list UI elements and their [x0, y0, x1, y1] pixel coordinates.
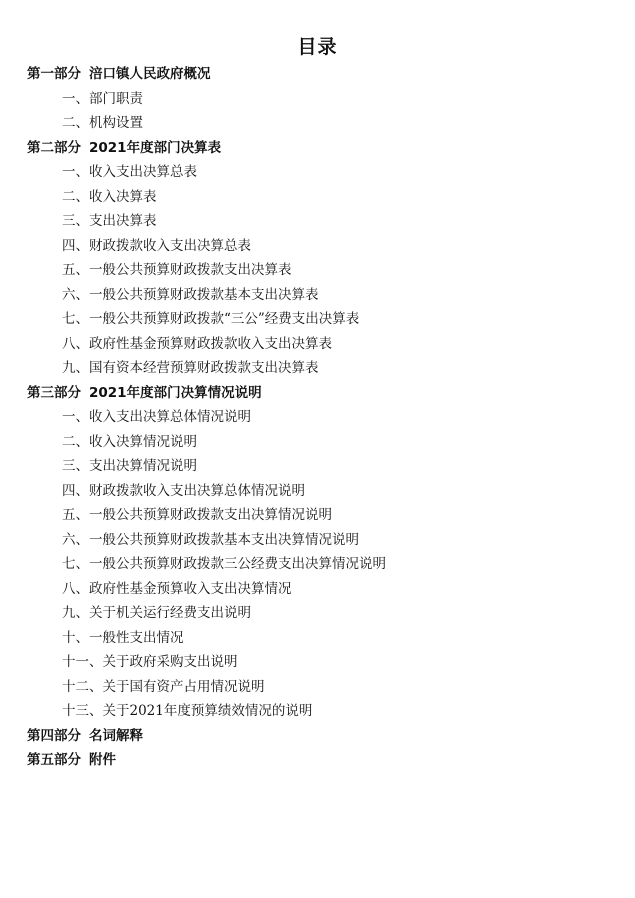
page-title: 目录 — [297, 36, 338, 58]
table-of-contents — [0, 62, 635, 773]
toc-item: 八、政府性基金预算财政拨款收入支出决算表 — [62, 335, 332, 352]
toc-section-title: 2021年度部门决算表 — [89, 139, 222, 156]
toc-item: 六、一般公共预算财政拨款基本支出决算情况说明 — [62, 531, 359, 548]
toc-section-heading — [0, 136, 635, 161]
toc-item: 十一、关于政府采购支出说明 — [62, 654, 238, 670]
toc-item: 二、收入决算表 — [62, 188, 157, 205]
toc-item: 十、一般性支出情况 — [62, 629, 184, 646]
toc-item: 一、收入支出决算总体情况说明 — [62, 409, 251, 425]
toc-item: 一、部门职责 — [62, 90, 143, 107]
toc-item: 五、一般公共预算财政拨款支出决算情况说明 — [62, 507, 332, 523]
toc-section-heading — [0, 381, 635, 406]
toc-section-part-label: 第二部分 — [27, 139, 81, 156]
toc-item: 三、支出决算情况说明 — [62, 458, 197, 474]
toc-section-part-label: 第四部分 — [27, 727, 81, 744]
toc-section-title: 涪口镇人民政府概况 — [89, 66, 211, 82]
toc-item: 五、一般公共预算财政拨款支出决算表 — [62, 262, 292, 278]
toc-section-heading — [0, 62, 635, 87]
toc-section-part-label: 第三部分 — [27, 384, 81, 401]
toc-section-title: 附件 — [89, 752, 116, 768]
toc-item: 九、关于机关运行经费支出说明 — [62, 605, 251, 621]
toc-item: 八、政府性基金预算收入支出决算情况 — [62, 580, 292, 597]
toc-item: 四、财政拨款收入支出决算总体情况说明 — [62, 482, 305, 499]
toc-item: 九、国有资本经营预算财政拨款支出决算表 — [62, 360, 319, 376]
toc-item: 七、一般公共预算财政拨款“三公”经费支出决算表 — [62, 311, 360, 327]
toc-section-heading — [0, 748, 635, 773]
toc-section-title: 名词解释 — [89, 727, 143, 744]
toc-item: 四、财政拨款收入支出决算总表 — [62, 237, 251, 254]
toc-item: 三、支出决算表 — [62, 213, 157, 229]
toc-section-title: 2021年度部门决算情况说明 — [89, 384, 262, 401]
toc-section-heading — [0, 724, 635, 749]
toc-section-part-label: 第一部分 — [27, 66, 81, 82]
toc-item: 十三、关于2021年度预算绩效情况的说明 — [62, 703, 313, 719]
toc-item: 二、机构设置 — [62, 115, 143, 131]
toc-item: 一、收入支出决算总表 — [62, 164, 197, 180]
toc-item: 十二、关于国有资产占用情况说明 — [62, 678, 265, 695]
toc-item: 二、收入决算情况说明 — [62, 433, 197, 450]
toc-item: 六、一般公共预算财政拨款基本支出决算表 — [62, 286, 319, 303]
toc-section-part-label: 第五部分 — [27, 752, 81, 768]
toc-item: 七、一般公共预算财政拨款三公经费支出决算情况说明 — [62, 556, 386, 572]
